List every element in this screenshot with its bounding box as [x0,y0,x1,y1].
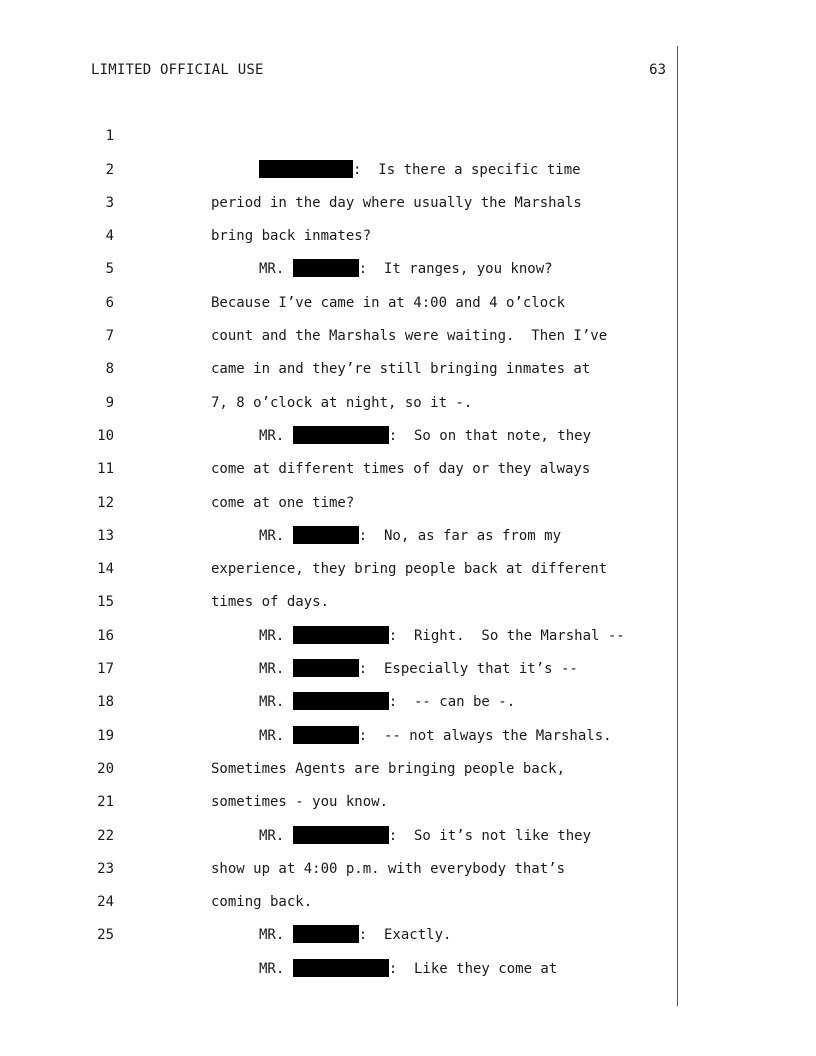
line-number: 11 [97,461,114,478]
line-content: times of days. [211,594,330,611]
line-text [259,919,451,952]
speaker-prefix: MR. [259,960,293,977]
line-content: : So it’s not like they [388,827,592,844]
line-content: : So on that note, they [388,427,592,444]
redaction-block [293,925,359,943]
line-content: show up at 4:00 p.m. with everybody that’s [211,860,566,877]
line-content: : Exactly. [358,927,452,944]
line-number: 19 [97,727,114,744]
line-content: : -- can be -. [388,694,516,711]
speaker-prefix: MR. [259,627,293,644]
line-content: count and the Marshals were waiting. Then I’ve [211,328,608,345]
line-number: 13 [97,527,114,544]
line-content: Because I’ve came in at 4:00 and 4 o’clock [211,294,566,311]
line-number: 24 [97,894,114,911]
transcript-lines [0,87,816,977]
line-number: 9 [105,394,114,411]
line-content: : Right. So the Marshal -- [388,627,625,644]
speaker-prefix: MR. [259,261,293,278]
speaker-prefix: MR. [259,427,293,444]
line-number: 5 [105,261,114,278]
line-number: 14 [97,561,114,578]
line-number: 21 [97,794,114,811]
speaker-prefix: MR. [259,727,293,744]
line-number: 12 [97,494,114,511]
line-number: 23 [97,860,114,877]
line-number: 7 [105,328,114,345]
speaker-prefix: MR. [259,927,293,944]
line-content: come at different times of day or they always [211,461,591,478]
line-number: 10 [97,427,114,444]
line-number: 25 [97,927,114,944]
redaction-block [293,959,389,977]
line-content: come at one time? [211,494,355,511]
transcript-line [0,87,816,178]
line-content: : Like they come at [388,960,558,977]
line-number: 8 [105,361,114,378]
line-text [259,953,557,986]
header-classification-label: LIMITED OFFICIAL USE [91,62,264,78]
speaker-prefix: MR. [259,827,293,844]
line-number: 3 [105,194,114,211]
line-content: : Especially that it’s -- [358,661,578,678]
line-content: sometimes - you know. [211,794,389,811]
line-number: 22 [97,827,114,844]
line-content: : Is there a specific time [353,161,581,178]
line-number: 15 [97,594,114,611]
page-number: 63 [649,62,666,78]
speaker-prefix: MR. [259,527,293,544]
line-number: 1 [105,128,114,145]
speaker-prefix: MR. [259,661,293,678]
line-content: Sometimes Agents are bringing people back, [211,760,566,777]
line-content: coming back. [211,894,313,911]
speaker-prefix: MR. [259,694,293,711]
line-content: period in the day where usually the Marshals [211,194,582,211]
line-content: 7, 8 o’clock at night, so it -. [211,394,473,411]
line-number: 16 [97,627,114,644]
line-content: bring back inmates? [211,228,372,245]
line-number: 18 [97,694,114,711]
line-number: 6 [105,294,114,311]
line-content: came in and they’re still bringing inmates at [211,361,591,378]
line-content: : It ranges, you know? [358,261,553,278]
line-number: 2 [105,161,114,178]
line-content: : -- not always the Marshals. [358,727,612,744]
line-content: : No, as far as from my [358,527,562,544]
line-number: 20 [97,760,114,777]
line-number: 4 [105,228,114,245]
line-content: experience, they bring people back at different [211,561,608,578]
line-number: 17 [97,661,114,678]
